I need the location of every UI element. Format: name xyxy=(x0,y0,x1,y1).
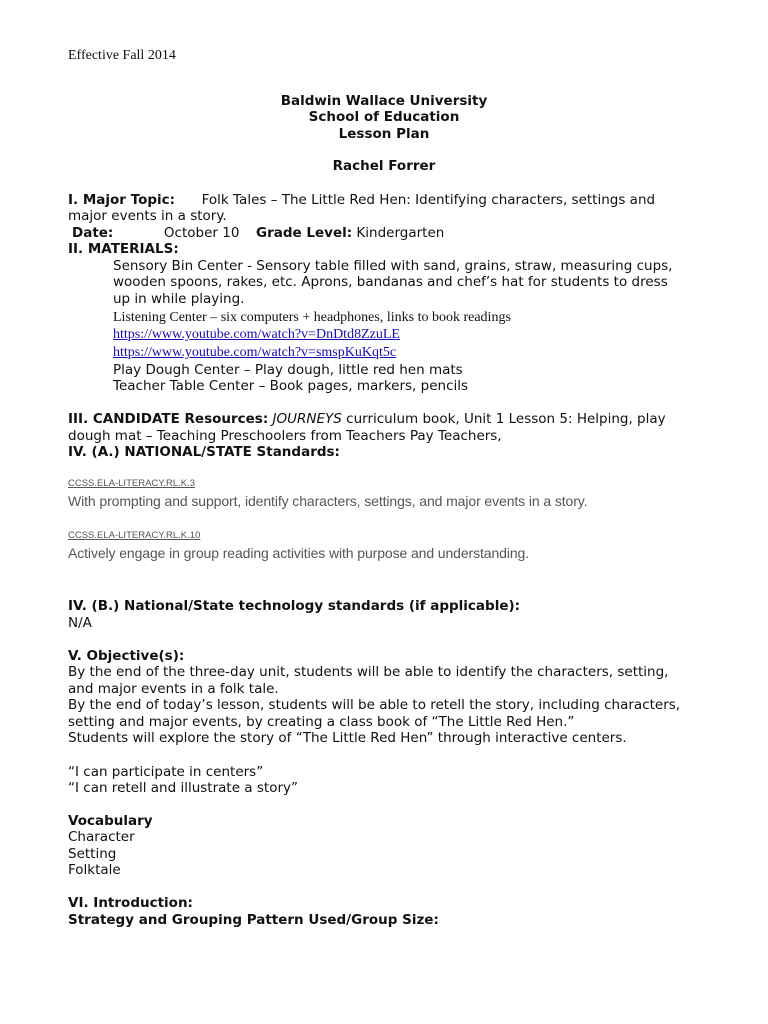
major-topic-continued: major events in a story. xyxy=(68,208,227,224)
objective-line: setting and major events, by creating a class book of “The Little Red Hen.” xyxy=(68,714,575,730)
standard-code[interactable]: CCSS.ELA-LITERACY.RL.K.10 xyxy=(68,530,201,541)
sensory-bin-line-1: Sensory Bin Center - Sensory table filled with sand, grains, straw, measuring cups, xyxy=(113,258,673,274)
objectives-heading: V. Objective(s): xyxy=(68,648,185,664)
play-dough-center: Play Dough Center – Play dough, little red hen mats xyxy=(113,362,463,378)
listening-center: Listening Center – six computers + headphones, links to book readings xyxy=(113,310,511,325)
objective-line: By the end of today’s lesson, students will be able to retell the story, including characters, xyxy=(68,697,681,713)
author-name: Rachel Forrer xyxy=(332,158,436,174)
objective-line: By the end of the three-day unit, students will be able to identify the characters, setting, xyxy=(68,664,669,680)
candidate-resources-label: III. CANDIDATE Resources: xyxy=(68,411,269,427)
youtube-link-2[interactable]: https://www.youtube.com/watch?v=smspKuKqt5c xyxy=(113,345,397,360)
i-can-statement: “I can participate in centers” xyxy=(68,764,264,780)
sensory-bin-line-2: wooden spoons, rakes, etc. Aprons, bandanas and chef’s hat for students to dress xyxy=(113,274,668,290)
tech-standards-heading: IV. (B.) National/State technology standards (if applicable): xyxy=(68,598,521,614)
date-grade-row xyxy=(72,225,444,241)
materials-heading: II. MATERIALS: xyxy=(68,241,179,257)
major-topic-line xyxy=(68,192,655,208)
tech-standards-value: N/A xyxy=(68,615,92,631)
grouping-pattern-heading: Strategy and Grouping Pattern Used/Group Size: xyxy=(68,912,439,928)
major-topic-label: I. Major Topic: xyxy=(68,192,176,208)
vocabulary-word: Character xyxy=(68,829,135,845)
objective-line: and major events in a folk tale. xyxy=(68,681,279,697)
vocabulary-word: Folktale xyxy=(68,862,121,878)
standard-code[interactable]: CCSS.ELA-LITERACY.RL.K.3 xyxy=(68,478,196,489)
grade-value: Kindergarten xyxy=(356,225,445,241)
effective-date: Effective Fall 2014 xyxy=(68,48,176,63)
youtube-link-1[interactable]: https://www.youtube.com/watch?v=DnDtd8ZzuLE xyxy=(113,327,400,342)
vocabulary-heading: Vocabulary xyxy=(68,813,153,829)
standard-text: Actively engage in group reading activities with purpose and understanding. xyxy=(68,545,530,561)
date-label: Date: xyxy=(72,225,114,241)
major-topic-value: Folk Tales – The Little Red Hen: Identifying characters, settings and xyxy=(201,192,656,208)
journeys-title: JOURNEYS xyxy=(272,411,342,427)
i-can-statement: “I can retell and illustrate a story” xyxy=(68,780,298,796)
date-value: October 10 xyxy=(163,225,240,241)
candidate-resources-line xyxy=(68,411,666,427)
grade-label: Grade Level: xyxy=(256,225,353,241)
standard-text: With prompting and support, identify characters, settings, and major events in a story. xyxy=(68,493,588,509)
objective-line: Students will explore the story of “The Little Red Hen” through interactive centers. xyxy=(68,730,627,746)
teacher-table-center: Teacher Table Center – Book pages, markers, pencils xyxy=(113,378,469,394)
vocabulary-word: Setting xyxy=(68,846,117,862)
sensory-bin-line-3: up in while playing. xyxy=(113,291,245,307)
school-name: School of Education xyxy=(308,109,460,125)
candidate-resources-continued: dough mat – Teaching Preschoolers from Teachers Pay Teachers, xyxy=(68,428,502,444)
document-type: Lesson Plan xyxy=(338,126,430,142)
standards-heading: IV. (A.) NATIONAL/STATE Standards: xyxy=(68,444,340,460)
university-name: Baldwin Wallace University xyxy=(280,93,488,109)
candidate-resources-text: curriculum book, Unit 1 Lesson 5: Helping, play xyxy=(346,411,666,427)
introduction-heading: VI. Introduction: xyxy=(68,895,193,911)
